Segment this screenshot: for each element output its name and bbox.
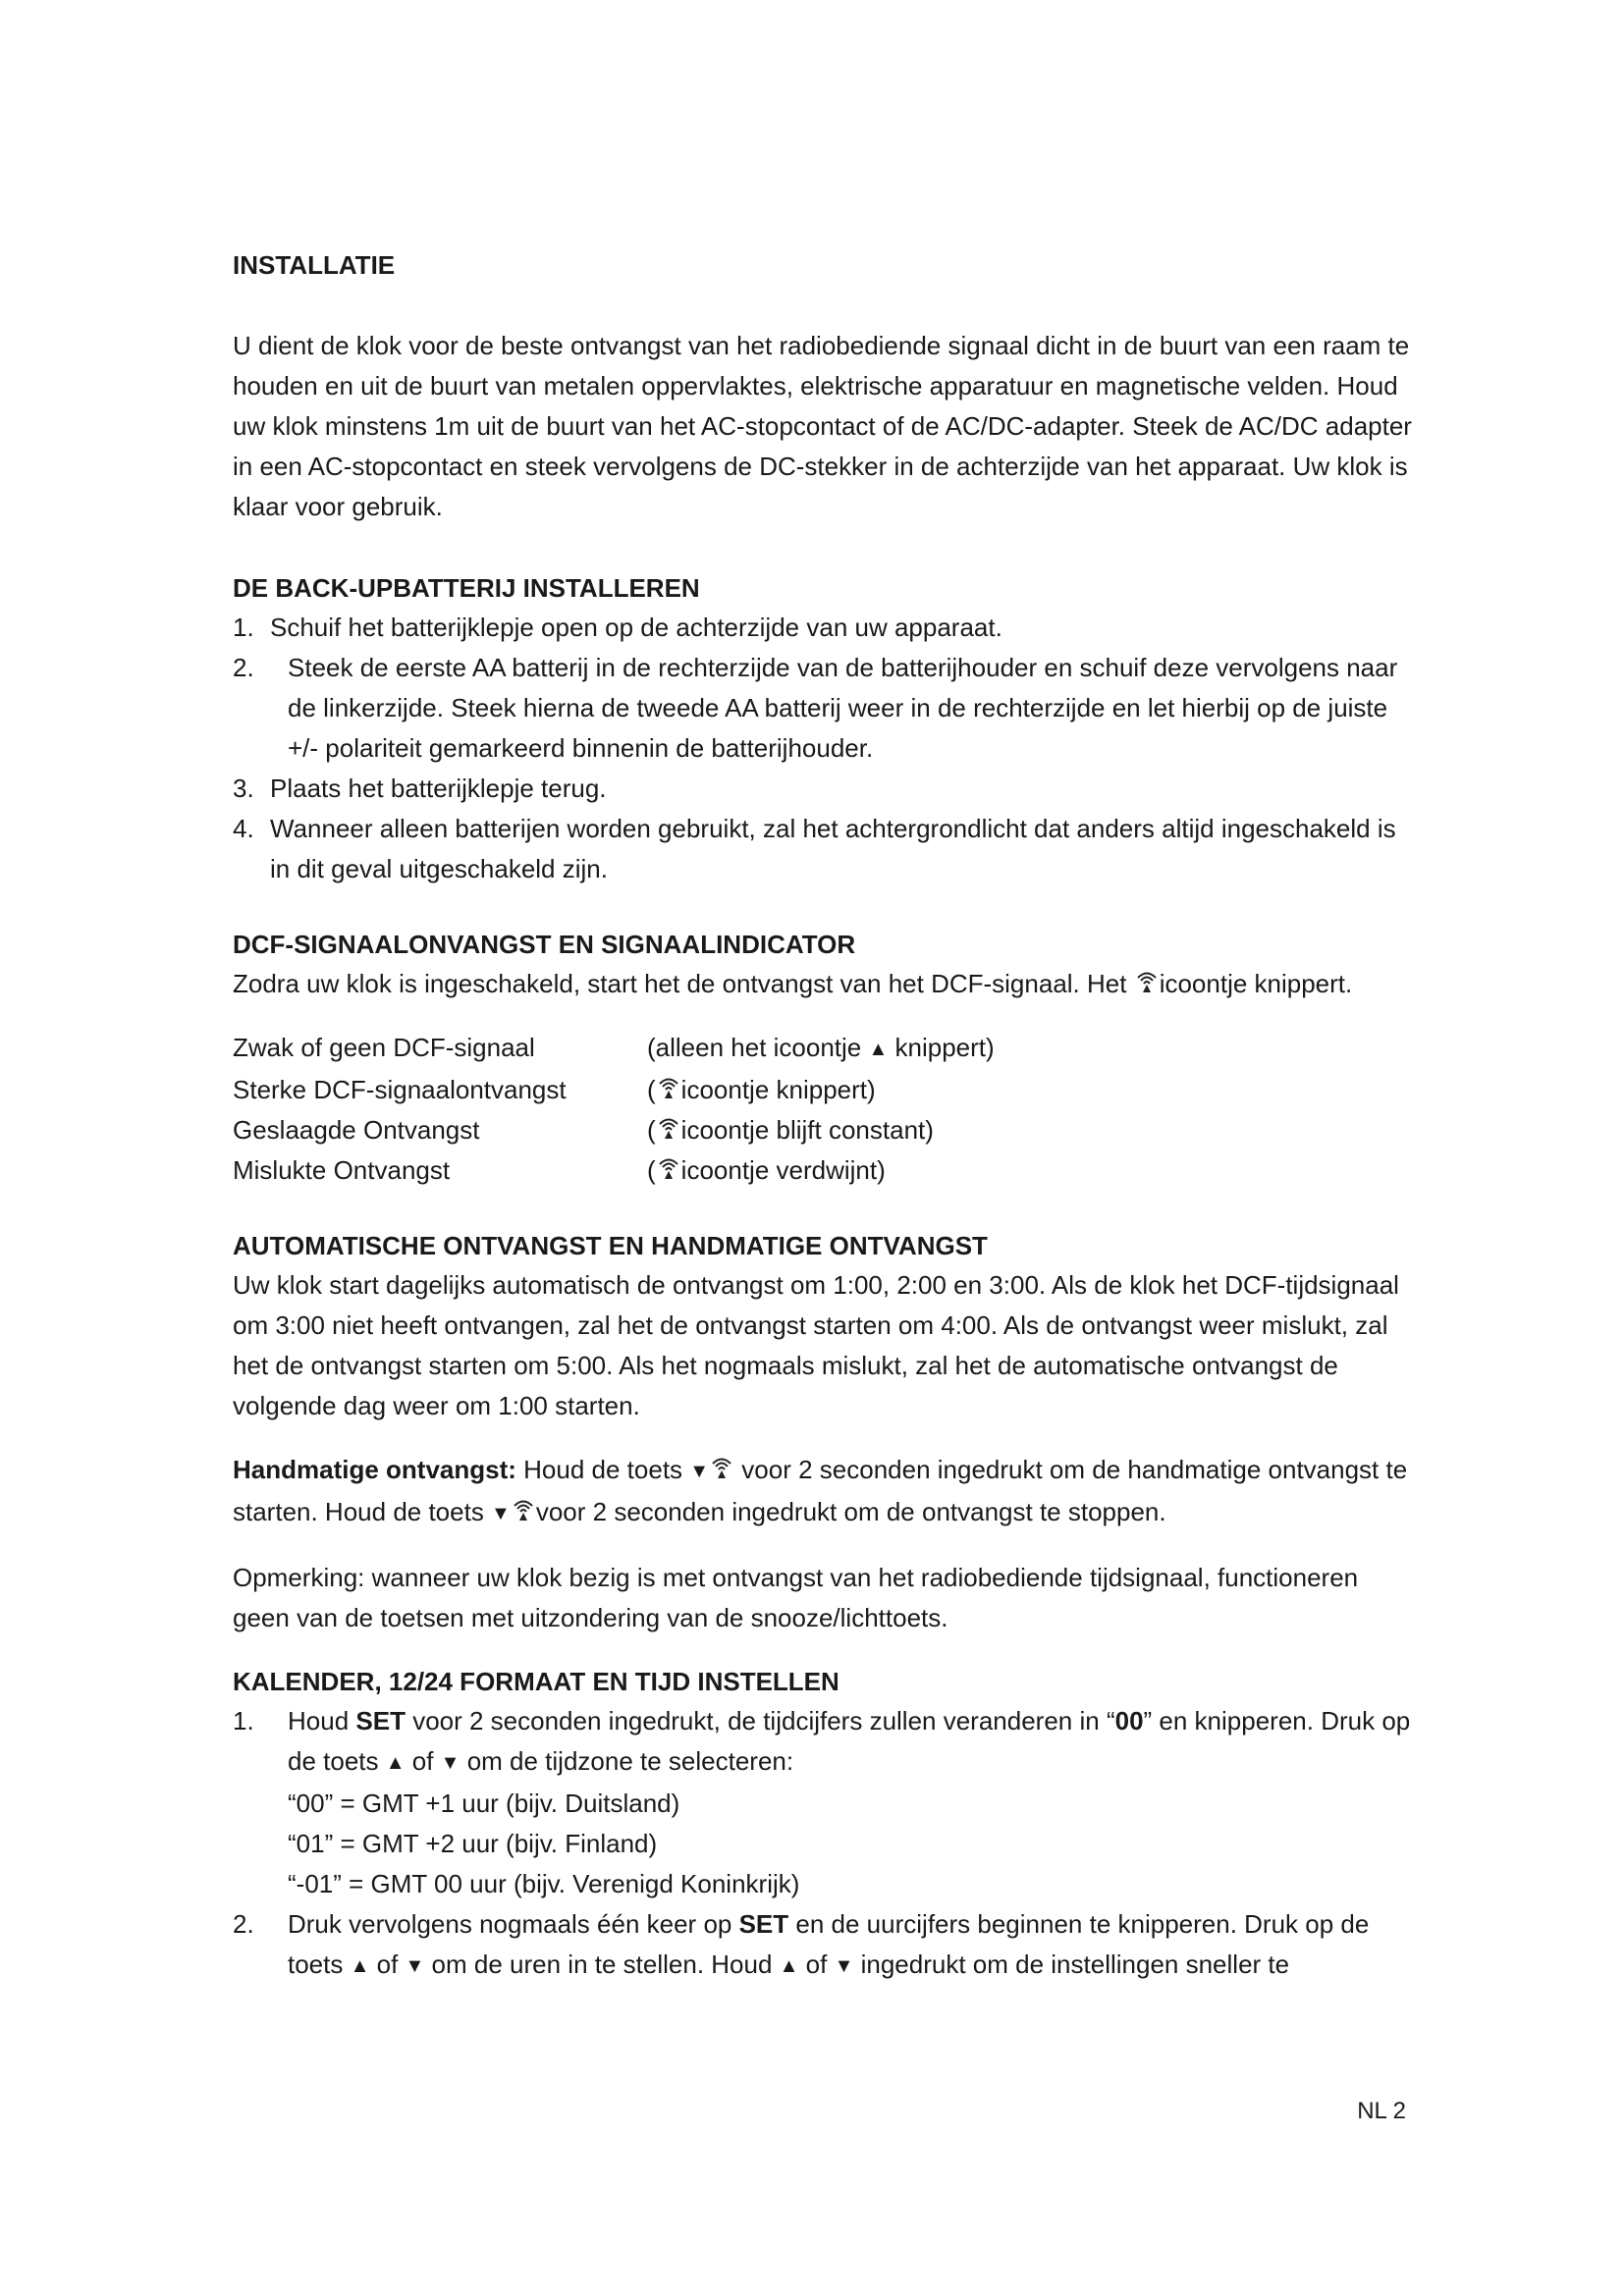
- note-paragraph: Opmerking: wanneer uw klok bezig is met ontvangst van het radiobediende tijdsignaal, functioneren geen van de toetsen met uitzondering van de snooze/lichttoets.: [233, 1563, 1359, 1632]
- signal-icon: [657, 1155, 680, 1183]
- table-row: Zwak of geen DCF-signaal (alleen het icoontje ▲ knippert): [233, 1028, 995, 1070]
- auto-heading: AUTOMATISCHE ONTVANGST EN HANDMATIGE ONTVANGST: [233, 1231, 988, 1260]
- zone-option: “01” = GMT +2 uur (bijv. Finland): [288, 1829, 658, 1858]
- installatie-heading: INSTALLATIE: [233, 250, 396, 280]
- backup-item-3: 3. Plaats het batterijklepje terug.: [233, 774, 607, 803]
- down-triangle-icon: ▼: [689, 1461, 710, 1482]
- signal-icon: [710, 1455, 733, 1482]
- down-triangle-icon: ▼: [440, 1752, 460, 1774]
- up-triangle-icon: ▲: [350, 1955, 370, 1977]
- up-triangle-icon: ▲: [385, 1752, 406, 1774]
- backup-item-1: 1. Schuif het batterijklepje open op de achterzijde van uw apparaat.: [233, 613, 1002, 642]
- kalender-item-2: 2. Druk vervolgens nogmaals één keer op SET en de uurcijfers beginnen te knipperen. Druk op de toets ▲ of ▼ om de uren in te stellen. Houd ▲ of ▼ ingedrukt om de instellingen sneller te: [233, 1904, 1421, 1987]
- signal-icon: [657, 1115, 680, 1143]
- auto-paragraph: Uw klok start dagelijks automatisch de ontvangst om 1:00, 2:00 en 3:00. Als de klok het DCF-tijdsignaal om 3:00 niet heeft ontvangen, zal het de ontvangst starten om 4:00. Als de ontvangst weer mislukt, zal het de ontvangst starten om 5:00. Als het nogmaals mislukt, zal het de automatische ontvangst de volgende dag weer om 1:00 starten.: [233, 1270, 1399, 1420]
- up-triangle-icon: ▲: [868, 1039, 889, 1060]
- signal-icon: [1135, 969, 1159, 996]
- table-row: Geslaagde Ontvangst ( icoontje blijft constant): [233, 1115, 934, 1145]
- backup-item-2: 2. Steek de eerste AA batterij in de rechterzijde van de batterijhouder en schuif deze vervolgens naar de linkerzijde. Steek hierna de tweede AA batterij weer in de rechterzijde en let hierbij op de juiste +/- polariteit gemarkeerd binnenin de batterijhouder.: [233, 653, 1398, 763]
- table-row: Mislukte Ontvangst ( icoontje verdwijnt): [233, 1155, 886, 1185]
- table-row: Sterke DCF-signaalontvangst ( icoontje knippert): [233, 1075, 876, 1104]
- installatie-paragraph: U dient de klok voor de beste ontvangst van het radiobediende signaal dicht in de buurt van een raam te houden en uit de buurt van metalen oppervlaktes, elektrische apparatuur en magnetische velden. Houd uw klok minstens 1m uit de buurt van het AC-stopcontact of de AC/DC-adapter. Steek de AC/DC adapter in een AC-stopcontact en steek vervolgens de DC-stekker in de achterzijde van het apparaat. Uw klok is klaar voor gebruik.: [233, 331, 1412, 521]
- zone-option: “-01” = GMT 00 uur (bijv. Verenigd Koninkrijk): [288, 1869, 800, 1898]
- zone-option: “00” = GMT +1 uur (bijv. Duitsland): [288, 1789, 680, 1818]
- down-triangle-icon: ▼: [491, 1503, 511, 1524]
- manual-reception-paragraph: Handmatige ontvangst: Houd de toets ▼ voor 2 seconden ingedrukt om de handmatige ontvangst te starten. Houd de toets ▼ voor 2 seconden ingedrukt om de ontvangst te stoppen.: [233, 1450, 1421, 1534]
- document-page: [233, 245, 1421, 1987]
- signal-icon: [512, 1497, 535, 1524]
- kalender-heading: KALENDER, 12/24 FORMAAT EN TIJD INSTELLEN: [233, 1667, 839, 1696]
- signal-icon: [657, 1075, 680, 1102]
- dcf-intro: Zodra uw klok is ingeschakeld, start het de ontvangst van het DCF-signaal. Het icoontje knippert.: [233, 969, 1353, 998]
- kalender-item-1: 1. Houd SET voor 2 seconden ingedrukt, de tijdcijfers zullen veranderen in “00” en knipperen. Druk op de toets ▲ of ▼ om de tijdzone te selecteren: “00” = GMT +1 uur (bijv. Duitsland) “01” = GMT +2 uur (bijv. Finland) “-01” = GMT 00 uur (bijv. Verenigd Koninkrijk): [233, 1701, 1421, 1904]
- signal-status-table: [233, 1028, 995, 1191]
- down-triangle-icon: ▼: [405, 1955, 425, 1977]
- dcf-heading: DCF-SIGNAALONVANGST EN SIGNAALINDICATOR: [233, 930, 856, 959]
- up-triangle-icon: ▲: [779, 1955, 799, 1977]
- down-triangle-icon: ▼: [834, 1955, 854, 1977]
- backup-item-4: 4. Wanneer alleen batterijen worden gebruikt, zal het achtergrondlicht dat anders altijd ingeschakeld is in dit geval uitgeschakeld zijn.: [233, 814, 1396, 883]
- page-number: NL 2: [1357, 2098, 1406, 2124]
- backup-heading: DE BACK-UPBATTERIJ INSTALLEREN: [233, 573, 700, 603]
